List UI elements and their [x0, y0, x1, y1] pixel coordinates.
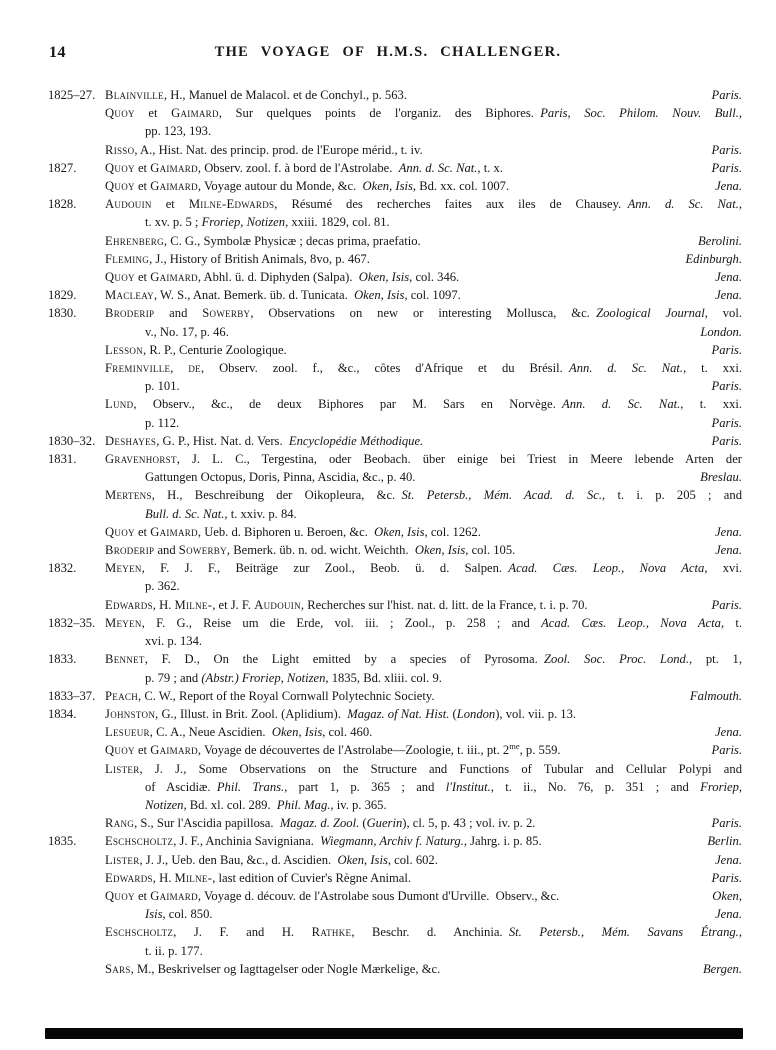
place-label: Jena.	[711, 523, 742, 541]
citation-text: Macleay, W. S., Anat. Bemerk. üb. d. Tunicata. Oken, Isis, col. 1097.	[105, 288, 461, 303]
citation-line	[48, 377, 742, 395]
citation-line	[48, 86, 742, 104]
place-label: Berlin.	[703, 832, 742, 850]
citation-line	[48, 268, 742, 286]
citation-line	[48, 960, 742, 978]
citation-text: Freminville, de, Observ. zool. f., &c., côtes d'Afrique et du Brésil. Ann. d. Sc. Nat., t. xxi.	[105, 361, 742, 376]
citation-text: Risso, A., Hist. Nat. des princip. prod. de l'Europe mérid., t. iv.	[105, 142, 423, 157]
citation-line	[48, 141, 742, 159]
citation-line	[48, 359, 742, 377]
place-label: Jena.	[711, 851, 742, 869]
citation-line	[48, 213, 742, 231]
citation-text: xvi. p. 134.	[145, 634, 203, 649]
citation-line	[48, 905, 742, 923]
citation-text: Quoy et Gaimard, Voyage de découvertes de l'Astrolabe—Zoologie, t. iii., pt. $2^{me}$, p. 559.	[105, 741, 561, 758]
citation-text: Broderip and Sowerby, Bemerk. üb. n. od. wicht. Weichth. Oken, Isis, col. 105.	[105, 543, 516, 558]
citation-text: p. 112.	[145, 415, 180, 430]
citation-line	[48, 669, 742, 687]
citation-line	[48, 304, 742, 322]
citation-text: p. 79 ; and (Abstr.) Froriep, Notizen, 1835, Bd. xliii. col. 9.	[145, 670, 442, 685]
citation-text: Edwards, H. Milne-, et J. F. Audouin, Recherches sur l'hist. nat. d. litt. de la France, t. i. p. 70.	[105, 597, 588, 612]
place-label: Oken,	[708, 887, 742, 905]
citation-text: t. ii. p. 177.	[145, 943, 203, 958]
citation-text: Lister, J. J., Ueb. den Bau, &c., d. Ascidien. Oken, Isis, col. 602.	[105, 852, 438, 867]
citation-line	[48, 650, 742, 668]
citation-text: Fleming, J., History of British Animals, 8vo, p. 467.	[105, 251, 370, 266]
citation-line	[48, 832, 742, 850]
entry-list	[48, 86, 742, 978]
citation-line	[48, 450, 742, 468]
citation-text: Bennet, F. D., On the Light emitted by a species of Pyrosoma. Zool. Soc. Proc. Lond., pt. 1,	[105, 652, 742, 667]
citation-text: Gattungen Octopus, Doris, Pinna, Ascidia, &c., p. 40.	[145, 470, 416, 485]
place-label: Paris.	[708, 159, 742, 177]
year-label: 1827.	[48, 160, 77, 175]
citation-line	[48, 723, 742, 741]
citation-text: Edwards, H. Milne-, last edition of Cuvier's Règne Animal.	[105, 870, 412, 885]
citation-line	[48, 614, 742, 632]
citation-line	[48, 541, 742, 559]
citation-line	[48, 778, 742, 796]
year-label: 1828.	[48, 197, 77, 212]
citation-text: Meyen, F. J. F., Beiträge zur Zool., Beob. ü. d. Salpen. Acad. Cæs. Leop., Nova Acta, xvi.	[105, 561, 742, 576]
citation-line	[48, 323, 742, 341]
place-label: Paris.	[708, 814, 742, 832]
citation-text: t. xv. p. 5 ; Froriep, Notizen, xxiii. 1829, col. 81.	[145, 215, 390, 230]
scan-artifact-bar	[45, 1028, 743, 1039]
citation-line	[48, 414, 742, 432]
place-label: Paris.	[708, 341, 742, 359]
citation-text: Meyen, F. G., Reise um die Erde, vol. iii. ; Zool., p. 258 ; and Acad. Cæs. Leop., Nova Acta, t.	[105, 615, 742, 630]
page-number: 14	[49, 44, 66, 61]
year-label: 1834.	[48, 706, 77, 721]
citation-text: Mertens, H., Beschreibung der Oikopleura, &c. St. Petersb., Mém. Acad. d. Sc., t. i. p. 205 ; and	[105, 488, 742, 503]
citation-text: Quoy et Gaimard, Voyage autour du Monde, &c. Oken, Isis, Bd. xx. col. 1007.	[105, 179, 510, 194]
citation-text: Isis, col. 850.	[145, 907, 213, 922]
place-label: Paris.	[708, 414, 742, 432]
citation-text: Gravenhorst, J. L. C., Tergestina, oder Beobach. über einige bei Triest in Meere lebende Arten der	[105, 452, 742, 467]
citation-line	[48, 887, 742, 905]
citation-text: Rang, S., Sur l'Ascidia papillosa. Magaz. d. Zool. (Guerin), cl. 5, p. 43 ; vol. iv. p. 2.	[105, 816, 536, 831]
place-label: Paris.	[708, 869, 742, 887]
citation-text: Lesueur, C. A., Neue Ascidien. Oken, Isis, col. 460.	[105, 725, 373, 740]
citation-text: Deshayes, G. P., Hist. Nat. d. Vers. Encyclopédie Méthodique.	[105, 433, 424, 448]
place-label: Jena.	[711, 177, 742, 195]
citation-text: Lister, J. J., Some Observations on the Structure and Functions of Tubular and Cellular Polypi and	[105, 761, 742, 776]
citation-text: Notizen, Bd. xl. col. 289. Phil. Mag., iv. p. 365.	[145, 797, 387, 812]
place-label: Paris.	[708, 377, 742, 395]
place-label: Paris.	[708, 741, 742, 759]
citation-text: Lesson, R. P., Centurie Zoologique.	[105, 342, 287, 357]
citation-line	[48, 705, 742, 723]
citation-line	[48, 942, 742, 960]
citation-text: Broderip and Sowerby, Observations on new or interesting Mollusca, &c. Zoological Journal, vol.	[105, 306, 742, 321]
year-label: 1831.	[48, 452, 77, 467]
citation-text: Sars, M., Beskrivelser og Iagttagelser oder Nogle Mærkelige, &c.	[105, 961, 441, 976]
place-label: Jena.	[711, 723, 742, 741]
citation-text: Quoy et Gaimard, Ueb. d. Biphoren u. Beroen, &c. Oken, Isis, col. 1262.	[105, 524, 481, 539]
year-label: 1830.	[48, 306, 77, 321]
citation-line	[48, 432, 742, 450]
place-label: Jena.	[711, 286, 742, 304]
year-label: 1830–32.	[48, 433, 96, 448]
citation-line	[48, 468, 742, 486]
year-label: 1835.	[48, 834, 77, 849]
citation-text: Quoy et Gaimard, Observ. zool. f. à bord de l'Astrolabe. Ann. d. Sc. Nat., t. x.	[105, 160, 503, 175]
citation-line	[48, 250, 742, 268]
citation-line	[48, 195, 742, 213]
place-label: London.	[696, 323, 742, 341]
citation-text: Eschscholtz, J. F. and H. Rathke, Beschr. d. Anchinia. St. Petersb., Mém. Savans Étrang.,	[105, 925, 742, 940]
citation-text: Quoy et Gaimard, Abhl. ü. d. Diphyden (Salpa). Oken, Isis, col. 346.	[105, 270, 460, 285]
citation-text: Bull. d. Sc. Nat., t. xxiv. p. 84.	[145, 506, 297, 521]
citation-line	[48, 741, 742, 759]
citation-line	[48, 796, 742, 814]
citation-line	[48, 632, 742, 650]
running-title: THE VOYAGE OF H.M.S. CHALLENGER.	[214, 44, 562, 60]
citation-line	[48, 505, 742, 523]
place-label: Jena.	[711, 541, 742, 559]
citation-line	[48, 814, 742, 832]
year-label: 1833.	[48, 652, 77, 667]
citation-line	[48, 869, 742, 887]
citation-line	[48, 159, 742, 177]
place-label: Paris.	[708, 596, 742, 614]
citation-text: p. 362.	[145, 579, 180, 594]
citation-text: pp. 123, 193.	[145, 124, 212, 139]
place-label: Berolini.	[694, 232, 742, 250]
citation-line	[48, 177, 742, 195]
citation-text: Lund, Observ., &c., de deux Biphores par M. Sars en Norvège. Ann. d. Sc. Nat., t. xxi.	[105, 397, 742, 412]
citation-line	[48, 523, 742, 541]
citation-text: v., No. 17, p. 46.	[145, 324, 229, 339]
place-label: Edinburgh.	[681, 250, 742, 268]
citation-text: p. 101.	[145, 379, 180, 394]
citation-line	[48, 851, 742, 869]
citation-line	[48, 923, 742, 941]
place-label: Paris.	[708, 141, 742, 159]
year-label: 1833–37.	[48, 688, 96, 703]
citation-text: Blainville, H., Manuel de Malacol. et de Conchyl., p. 563.	[105, 88, 407, 102]
place-label: Paris.	[708, 86, 742, 104]
year-label: 1832.	[48, 561, 77, 576]
page-header	[0, 44, 776, 64]
place-label: Jena.	[711, 268, 742, 286]
citation-text: Eschscholtz, J. F., Anchinia Savigniana. Wiegmann, Archiv f. Naturg., Jahrg. i. p. 85.	[105, 834, 542, 849]
citation-line	[48, 122, 742, 140]
year-label: 1829.	[48, 288, 77, 303]
citation-line	[48, 596, 742, 614]
place-label: Falmouth.	[686, 687, 742, 705]
citation-line	[48, 286, 742, 304]
citation-line	[48, 687, 742, 705]
place-label: Breslau.	[696, 468, 742, 486]
citation-line	[48, 341, 742, 359]
citation-text: of Ascidiæ. Phil. Trans., part 1, p. 365 ; and l'Institut., t. ii., No. 76, p. 351 ; and Froriep,	[145, 779, 743, 794]
place-label: Bergen.	[699, 960, 742, 978]
citation-line	[48, 104, 742, 122]
citation-line	[48, 577, 742, 595]
citation-text: Ehrenberg, C. G., Symbolæ Physicæ ; decas prima, praefatio.	[105, 233, 421, 248]
citation-text: Audouin et Milne-Edwards, Résumé des recherches faites aux iles de Chausey. Ann. d. Sc. Nat.,	[105, 197, 743, 212]
citation-line	[48, 760, 742, 778]
year-label: 1825–27.	[48, 88, 96, 102]
citation-text: Peach, C. W., Report of the Royal Cornwall Polytechnic Society.	[105, 688, 435, 703]
citation-line	[48, 395, 742, 413]
citation-text: Quoy et Gaimard, Sur quelques points de l'organiz. des Biphores. Paris, Soc. Philom. Nouv. Bull.,	[105, 106, 742, 121]
year-label: 1832–35.	[48, 615, 96, 630]
citation-text: Quoy et Gaimard, Voyage d. découv. de l'Astrolabe sous Dumont d'Urville. Observ., &c.	[105, 888, 560, 903]
citation-line	[48, 232, 742, 250]
place-label: Paris.	[708, 432, 742, 450]
citation-line	[48, 486, 742, 504]
place-label: Jena.	[711, 905, 742, 923]
citation-text: Johnston, G., Illust. in Brit. Zool. (Aplidium). Magaz. of Nat. Hist. (London), vol. vii. p. 13.	[105, 706, 577, 721]
citation-line	[48, 559, 742, 577]
